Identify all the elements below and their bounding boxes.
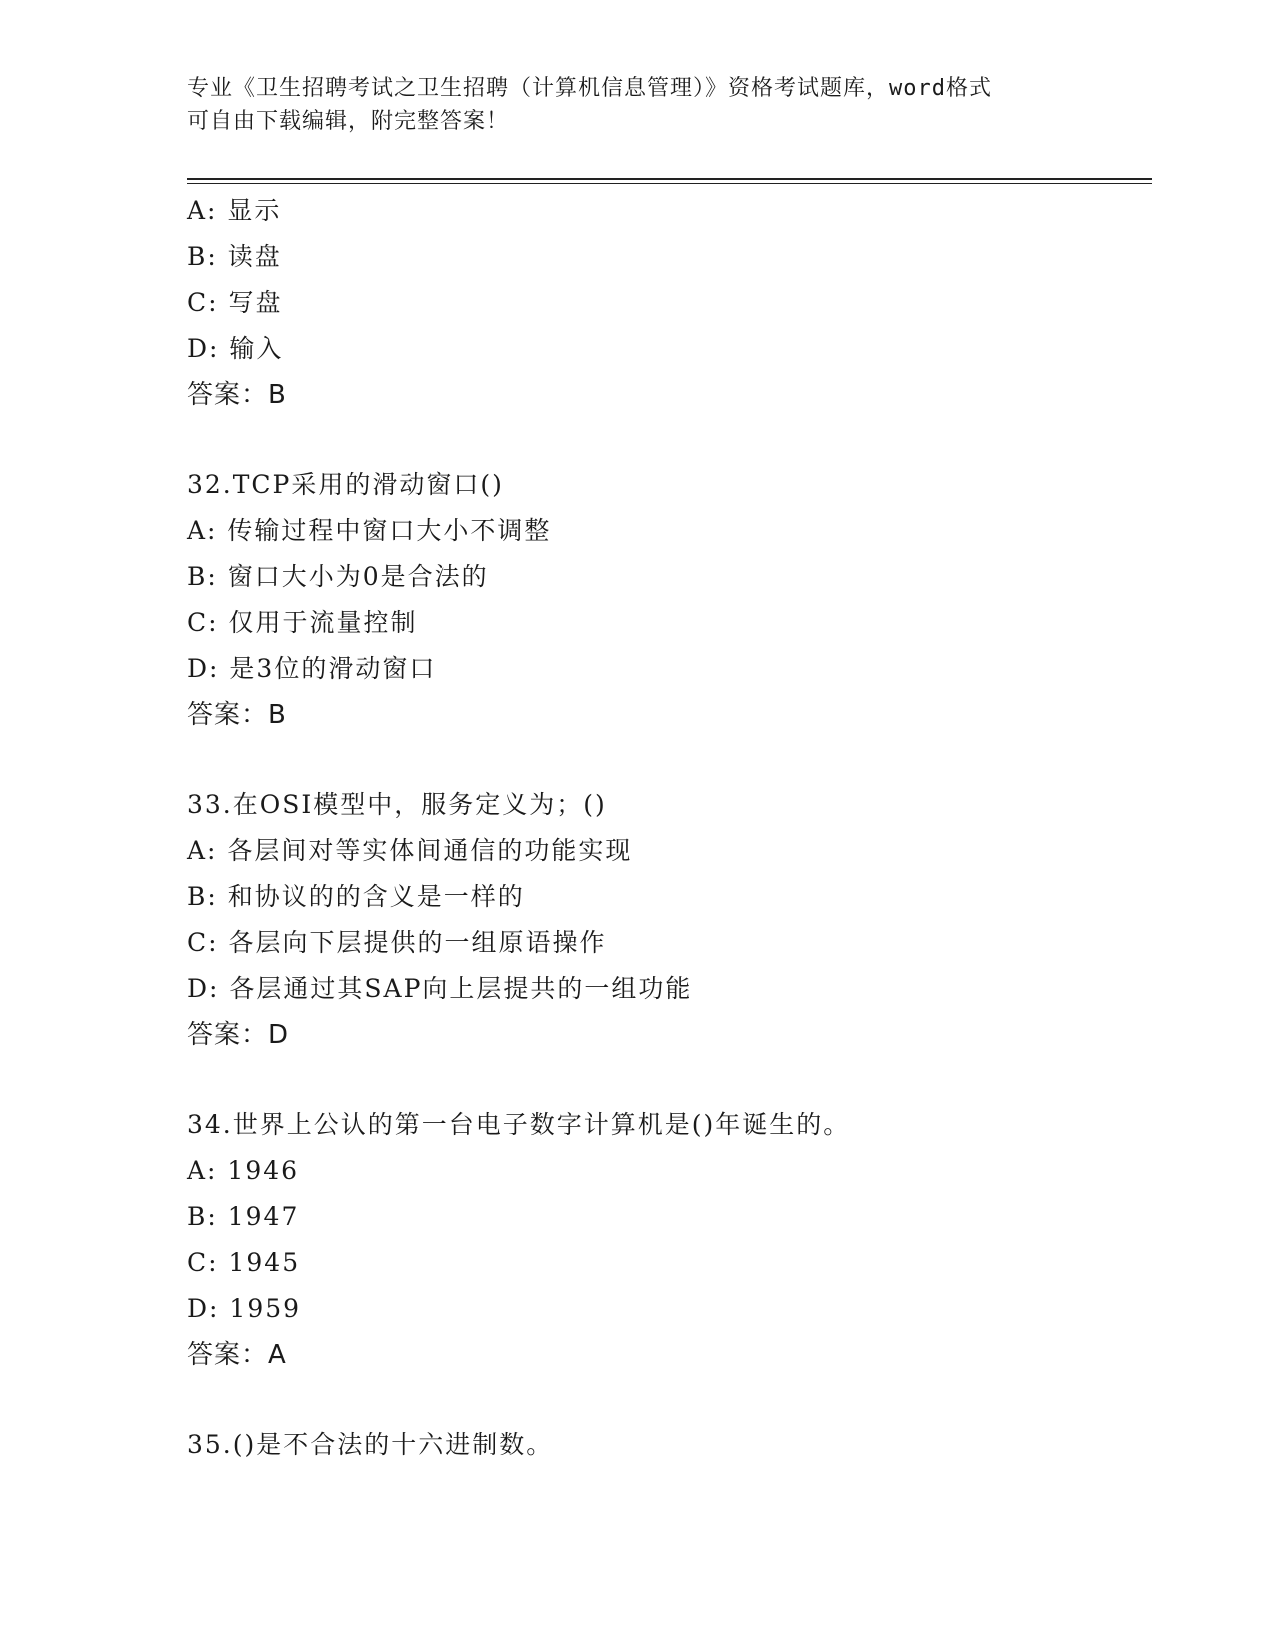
option-a: A: 传输过程中窗口大小不调整: [187, 516, 552, 545]
option-c: C: 写盘: [187, 288, 283, 317]
option-b: B: 和协议的的含义是一样的: [187, 882, 525, 911]
option-b: B: 窗口大小为0是合法的: [187, 562, 489, 591]
question-block: [187, 1102, 1147, 1378]
option-d: D: 是3位的滑动窗口: [187, 654, 437, 683]
question-block: [187, 1422, 1147, 1468]
header-rule-thin: [187, 183, 1152, 184]
answer-label: 答案：B: [187, 700, 287, 730]
answer-label: 答案：A: [187, 1340, 287, 1370]
option-a: A: 显示: [187, 196, 282, 225]
option-d: D: 各层通过其SAP向上层提共的一组功能: [187, 974, 693, 1003]
option-b: B: 1947: [187, 1202, 300, 1231]
option-d: D: 1959: [187, 1294, 302, 1323]
option-c: C: 各层向下层提供的一组原语操作: [187, 928, 607, 957]
header-rule-thick: [187, 178, 1152, 180]
answer-label: 答案：D: [187, 1020, 290, 1050]
question-text: 33.在OSI模型中，服务定义为；(): [187, 790, 607, 819]
option-d: D: 输入: [187, 334, 284, 363]
header-line-2: 可自由下载编辑，附完整答案！: [187, 109, 510, 134]
option-a: A: 各层间对等实体间通信的功能实现: [187, 836, 633, 865]
option-b: B: 读盘: [187, 242, 282, 271]
option-c: C: 仅用于流量控制: [187, 608, 418, 637]
question-text: 32.TCP采用的滑动窗口(): [187, 470, 504, 499]
question-list: [187, 188, 1147, 1468]
question-text: 34.世界上公认的第一台电子数字计算机是()年诞生的。: [187, 1110, 851, 1139]
header-line-1: 专业《卫生招聘考试之卫生招聘（计算机信息管理）》资格考试题库，word格式: [187, 76, 992, 101]
question-block: [187, 782, 1147, 1058]
question-text: 35.()是不合法的十六进制数。: [187, 1430, 554, 1459]
option-a: A: 1946: [187, 1156, 300, 1185]
option-c: C: 1945: [187, 1248, 301, 1277]
document-header: [187, 72, 1087, 138]
answer-label: 答案：B: [187, 380, 287, 410]
question-block: [187, 462, 1147, 738]
question-block: [187, 188, 1147, 418]
